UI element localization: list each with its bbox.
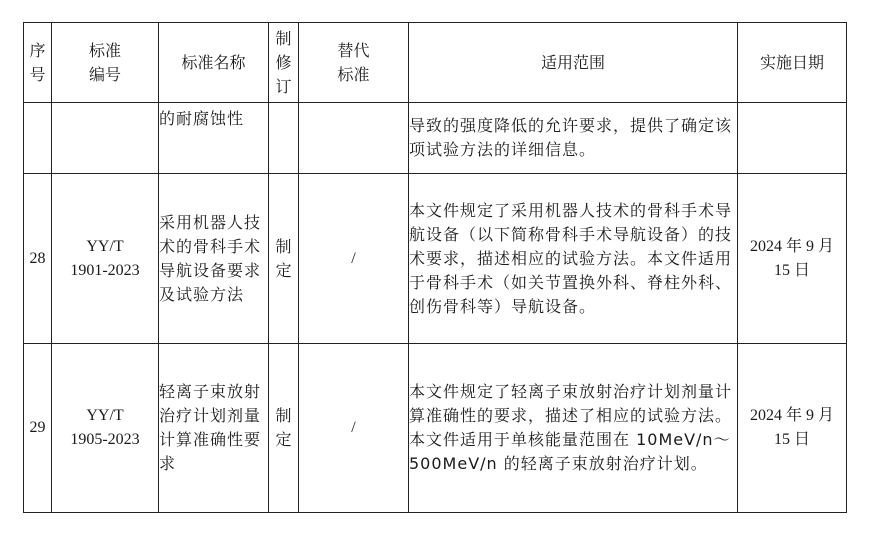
cell-replace: / [299,344,409,513]
code-number: 1905-2023 [70,431,140,448]
cell-type [269,103,299,174]
header-row [24,23,847,103]
cell-date [738,174,847,344]
cell-code [52,344,159,513]
cell-seq [24,103,52,174]
cell-seq: 29 [24,344,52,513]
cell-code [52,174,159,344]
cell-code [52,103,159,174]
cell-date [738,103,847,174]
standards-table [23,22,847,513]
code-prefix: YY/T [86,237,124,255]
code-number: 1901-2023 [70,261,140,279]
cell-seq: 28 [24,174,52,344]
header-seq: 序号 [24,23,52,103]
cell-scope: 本文件规定了轻离子束放射治疗计划剂量计算准确性的要求，描述了相应的试验方法。本文件适用于单核能量范围在 10MeV/n～500MeV/n 的轻离子束放射治疗计划。 [409,344,738,513]
date-month: 2024 年 9 月 [749,407,834,424]
cell-date [738,344,847,513]
cell-replace [299,103,409,174]
table-row [24,103,847,174]
cell-type: 制定 [269,344,299,513]
cell-scope: 导致的强度降低的允许要求，提供了确定该项试验方法的详细信息。 [409,103,738,174]
cell-replace: / [299,174,409,344]
cell-name: 的耐腐蚀性 [159,103,269,174]
date-month: 2024 年 9 月 [749,237,834,255]
header-date: 实施日期 [738,23,847,103]
cell-name: 采用机器人技术的骨科手术导航设备要求及试验方法 [159,174,269,344]
code-prefix: YY/T [86,407,124,424]
header-code: 标准编号 [52,23,159,103]
date-day: 15 日 [773,261,810,279]
header-name: 标准名称 [159,23,269,103]
cell-name: 轻离子束放射治疗计划剂量计算准确性要求 [159,344,269,513]
table-row [24,344,847,513]
header-type: 制修订 [269,23,299,103]
cell-scope: 本文件规定了采用机器人技术的骨科手术导航设备（以下简称骨科手术导航设备）的技术要求，描述相应的试验方法。本文件适用于骨科手术（如关节置换外科、脊柱外科、创伤骨科等）导航设备。 [409,174,738,344]
header-replace: 替代标准 [299,23,409,103]
cell-type: 制定 [269,174,299,344]
table-row [24,174,847,344]
header-scope: 适用范围 [409,23,738,103]
date-day: 15 日 [773,431,810,448]
